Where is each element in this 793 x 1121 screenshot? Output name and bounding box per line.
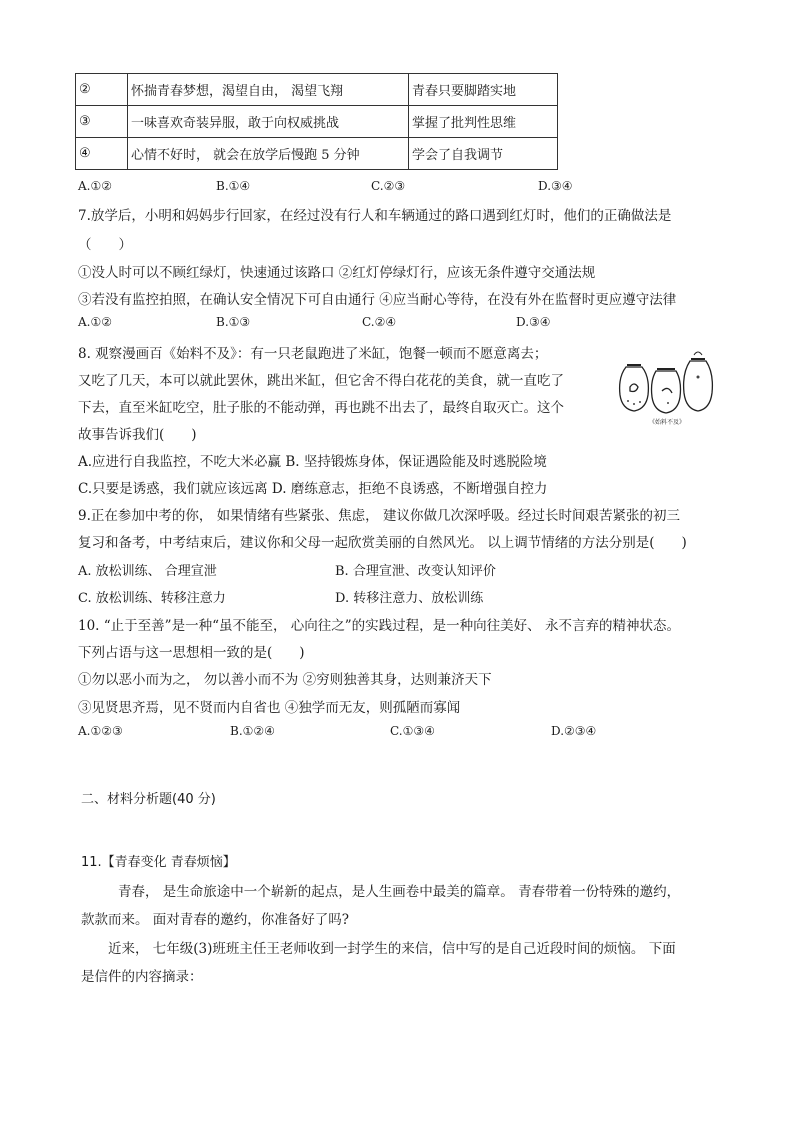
option-c[interactable]: C.①③④ [390,724,435,738]
option-a[interactable]: A. 放松训练、 合理宣泄 [78,564,217,579]
option-a[interactable]: A.①② [78,315,112,329]
table-cell-behavior: 一味喜欢奇装异服，敢于向权威挑战 [128,106,409,138]
q11-paragraph-1-cont: 款款而来。 面对青春的邀约，你准备好了吗? [81,912,350,928]
figure-caption: 《始料不及》 [648,419,686,426]
q8-stem-2: 又吃了几天，本可以就此罢休，跳出米缸，但它舍不得白花花的美食，就一直吃了 [78,373,564,389]
option-b[interactable]: B.①④ [216,179,251,193]
q7-answer-bracket: （ ） [78,237,132,253]
option-d[interactable]: D.③④ [516,315,551,329]
option-d[interactable]: D.②③④ [551,724,597,738]
q7-statement-2: ③若没有监控拍照，在确认安全情况下可自由通行 ④应当耐心等待，在没有外在监督时更应遵守法律 [78,292,677,308]
table-row [76,106,558,138]
table-row [76,74,558,106]
table-cell-behavior: 怀揣青春梦想，渴望自由， 渴望飞翔 [128,74,409,106]
table-cell-num: ③ [76,106,128,138]
option-c[interactable]: C. 放松训练、转移注意力 [78,591,226,606]
table-cell-behavior: 心情不好时， 就会在放学后慢跑 5 分钟 [128,138,409,170]
option-d[interactable]: D. 转移注意力、放松训练 [335,591,484,606]
table-row [76,138,558,170]
q10-stem-2: 下列占语与这一思想相一致的是( ) [78,645,305,661]
q11-paragraph-2: 近来， 七年级(3)班班主任王老师收到一封学生的来信，信中写的是自己近段时间的烦恼。 下面 [108,941,676,957]
q9-stem-1: 9.正在参加中考的你， 如果情绪有些紧张、焦虑， 建议你做几次深呼吸。经过长时间艰苦紧张的初三 [78,508,680,524]
table-cell-quality: 学会了自我调节 [409,138,558,170]
q8-stem-3: 下去，直至米缸吃空，肚子胀的不能动弹，再也跳不出去了，最终自取灭亡。这个 [78,400,564,416]
q11-title: 11.【青春变化 青春烦恼】 [81,855,236,870]
q10-stem-1: 10. “止于至善”是一种“虽不能至， 心向往之”的实践过程，是一种向往美好、 永不言弃的精神状态。 [78,618,680,634]
option-b[interactable]: B. 合理宣泄、改变认知评价 [335,564,496,579]
table-cell-quality: 青春只要脚踏实地 [409,74,558,106]
q10-statement-1: ①勿以恶小而为之， 勿以善小而不为 ②穷则独善其身，达则兼济天下 [78,672,492,688]
cartoon-illustration [612,347,722,427]
q7-stem: 7.放学后，小明和妈妈步行回家，在经过没有行人和车辆通过的路口遇到红灯时，他们的正确做法是 [78,208,672,224]
table-cell-quality: 掌握了批判性思维 [409,106,558,138]
option-a[interactable]: A.①② [78,179,112,193]
table-cell-num: ② [76,74,128,106]
option-a[interactable]: A.①②③ [78,724,123,738]
q10-statement-2: ③见贤思齐焉，见不贤而内自省也 ④独学而无友，则孤陋而寡闻 [78,700,461,716]
q8-options-cd[interactable]: C.只要是诱惑，我们就应该远离 D. 磨练意志，拒绝不良诱惑，不断增强自控力 [78,481,548,497]
q8-options-ab[interactable]: A.应进行自我监控，不吃大米必赢 B. 坚持锻炼身体，保证遇险能及时逃脱险境 [78,454,547,470]
q9-stem-2: 复习和备考，中考结束后，建议你和父母一起欣赏美丽的自然风光。 以上调节情绪的方法分别是( ) [78,535,687,551]
option-c[interactable]: C.②④ [362,315,397,329]
option-b[interactable]: B.①③ [216,315,251,329]
q7-statement-1: ①没人时可以不顾红绿灯，快速通过该路口 ②红灯停绿灯行，应该无条件遵守交通法规 [78,265,596,281]
q8-stem-4: 故事告诉我们( ) [78,427,197,443]
q11-paragraph-1: 青春， 是生命旅途中一个崭新的起点，是人生画卷中最美的篇章。 青春带着一份特殊的邀约， [118,884,681,900]
q11-paragraph-2-cont: 是信件的内容摘录： [81,969,203,985]
table-cell-num: ④ [76,138,128,170]
section-heading: 二、材料分析题(40 分) [81,792,216,807]
option-d[interactable]: D.③④ [538,179,573,193]
option-c[interactable]: C.②③ [371,179,406,193]
question-table [75,73,558,170]
q8-stem-1: 8. 观察漫画百《始料不及》：有一只老鼠跑进了米缸，饱餐一顿而不愿意离去； [78,346,548,362]
option-b[interactable]: B.①②④ [230,724,275,738]
